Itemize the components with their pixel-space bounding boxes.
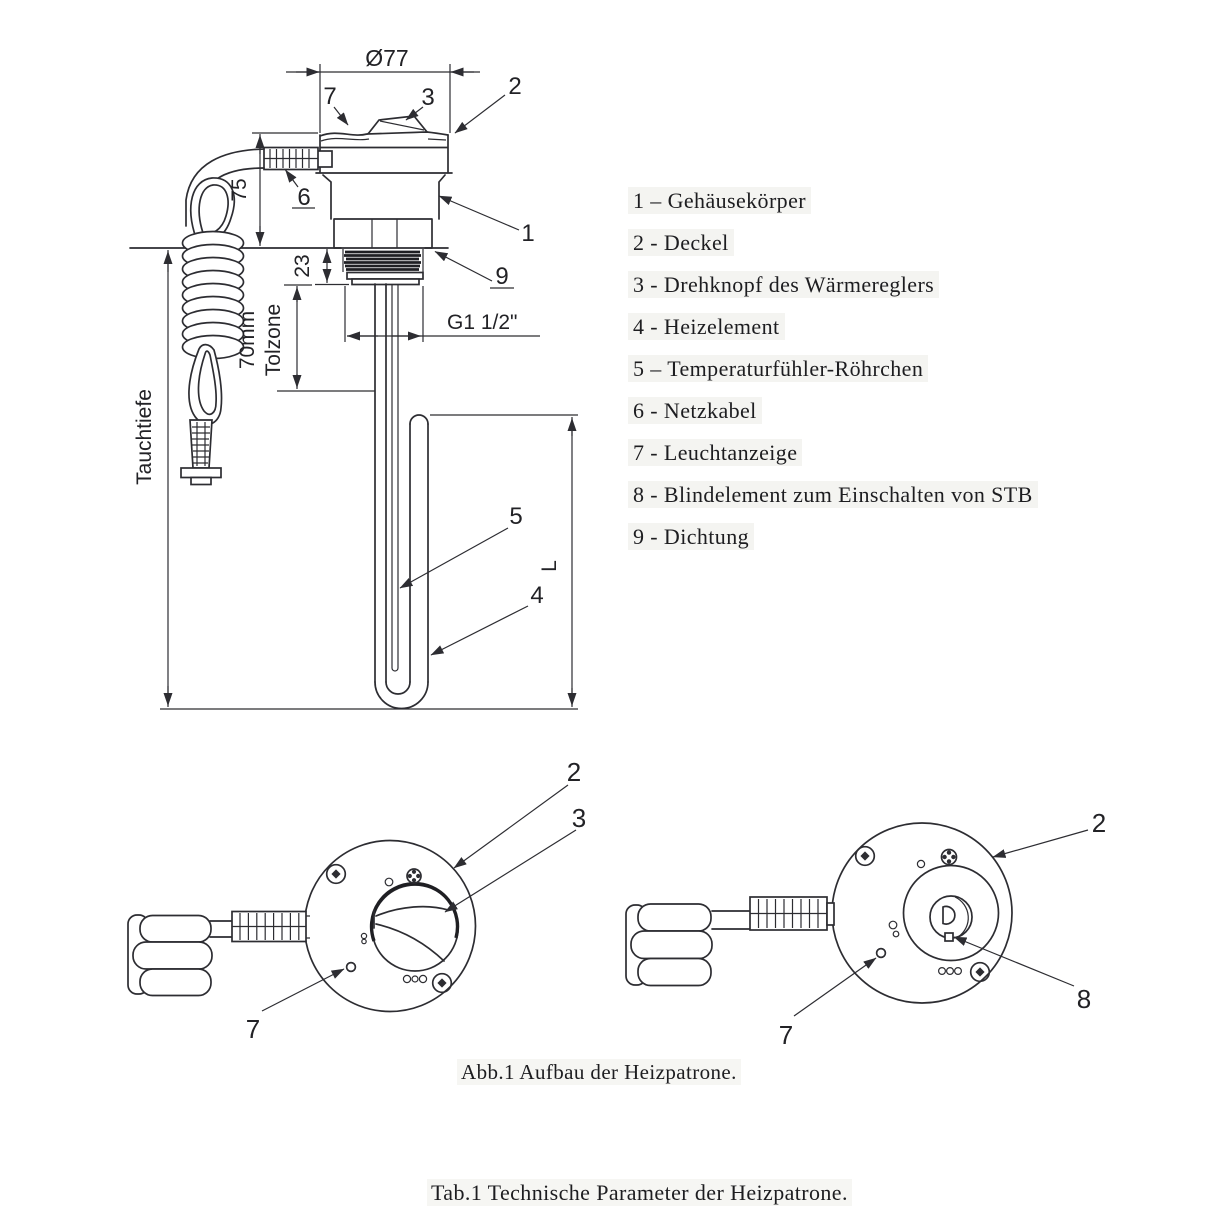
cable-coil [183, 232, 244, 359]
callout-3-top [406, 84, 435, 120]
dim-length-label: L [538, 560, 561, 572]
regulator-symbol-icon [407, 869, 421, 883]
callout-7-left-view [246, 969, 344, 1044]
callout-4-label: 4 [530, 582, 544, 609]
dimension-immersion-depth [133, 250, 168, 707]
legend-item-5: 5 – Temperaturfühler-Röhrchen [628, 354, 1038, 396]
strain-relief [750, 897, 834, 930]
dimension-length-L [430, 415, 578, 707]
plug-side [181, 420, 221, 485]
regulator-symbol-icon [942, 850, 957, 865]
dimension-deadzone [236, 285, 312, 389]
legend-item-2: 2 - Deckel [628, 228, 1038, 270]
table-caption: Tab.1 Technische Parameter der Heizpatrone. [427, 1180, 852, 1206]
callout-9-label: 9 [495, 263, 509, 290]
legend-item-6: 6 - Netzkabel [628, 396, 1038, 438]
legend-item-1: 1 – Gehäusekörper [628, 186, 1038, 228]
legend-item-4: 4 - Heizelement [628, 312, 1038, 354]
led-indicator-icon [347, 963, 356, 972]
strain-relief [232, 912, 306, 942]
flange-plate [347, 273, 423, 280]
callout-1 [439, 196, 535, 247]
thread-section [343, 249, 423, 285]
callout-9 [435, 252, 514, 291]
callout-5 [400, 503, 523, 588]
dimension-23 [291, 249, 349, 285]
callout-5-label: 5 [509, 503, 523, 530]
heating-element-tubes [375, 284, 428, 709]
marking-dot [889, 921, 897, 929]
marking-dot [893, 931, 899, 937]
dim-thread-label: G1 1/2" [447, 311, 518, 334]
dim-diameter-label: Ø77 [365, 45, 409, 71]
callout-2-left-view [454, 757, 581, 868]
led-indicator-icon [877, 949, 886, 958]
callout-8-label: 8 [1076, 984, 1092, 1014]
power-plug-icon [128, 915, 212, 996]
callout-6-label: 6 [297, 184, 311, 211]
screw-icon [327, 865, 346, 884]
callout-3-label: 3 [421, 84, 435, 111]
main-figure [130, 45, 578, 709]
callout-6 [286, 170, 316, 211]
strain-relief [264, 148, 318, 170]
callout-2-top [455, 73, 522, 133]
legend-item-7: 7 - Leuchtanzeige [628, 438, 1038, 480]
marking-dot [939, 968, 946, 975]
callout-2-label: 2 [508, 73, 522, 100]
legend [628, 186, 1038, 564]
marking-dot [385, 878, 393, 886]
callout-3-label: 3 [571, 803, 587, 833]
marking-dot [412, 976, 418, 982]
sensor-tube [392, 284, 398, 671]
dim-deadzone-label: Tolzone [262, 303, 285, 377]
housing-head [316, 116, 452, 248]
callout-7-label: 7 [245, 1014, 261, 1044]
legend-item-8: 8 - Blindelement zum Einschalten von STB [628, 480, 1038, 522]
marking-dot [917, 860, 924, 867]
thread-hatch [344, 252, 421, 270]
callout-8-right-view [954, 937, 1091, 1014]
callout-2-right-view [993, 808, 1106, 857]
regulator-knob [372, 884, 458, 971]
marking-dot [947, 968, 954, 975]
callout-7-label: 7 [323, 83, 337, 110]
marking-dot [419, 975, 426, 982]
cable-lines [712, 911, 750, 929]
hex-nut [334, 219, 432, 248]
dim-23-label: 23 [291, 254, 314, 278]
callout-7-top [323, 83, 348, 125]
cable-lines [210, 921, 232, 937]
callout-4 [431, 582, 544, 655]
top-view-blind-element [626, 808, 1106, 1050]
legend-item-3: 3 - Drehknopf des Wärmereglers [628, 270, 1038, 312]
marking-dot [362, 939, 366, 943]
callout-7-right-view [779, 958, 876, 1050]
dim-deadzone-value: 70mm [236, 310, 259, 370]
power-plug-icon [626, 904, 712, 986]
legend-item-9: 9 - Dichtung [628, 522, 1038, 564]
callout-2-label: 2 [1091, 808, 1107, 838]
dim-75-label: 75 [228, 178, 251, 202]
screw-icon [433, 974, 452, 993]
marking-dot [955, 968, 962, 975]
callout-1-label: 1 [521, 220, 535, 247]
marking-dot [361, 933, 366, 938]
callout-2-label: 2 [566, 757, 582, 787]
top-view-with-knob [128, 757, 586, 1044]
blind-element [930, 896, 972, 941]
callout-3-left-view [445, 803, 586, 912]
callout-7-label: 7 [778, 1020, 794, 1050]
element-end-cap [410, 415, 428, 424]
dim-immersion-label: Tauchtiefe [133, 389, 156, 485]
marking-dot [403, 975, 410, 982]
screw-icon [856, 847, 875, 866]
figure-caption: Abb.1 Aufbau der Heizpatrone. [457, 1060, 741, 1085]
screw-icon [971, 963, 990, 982]
